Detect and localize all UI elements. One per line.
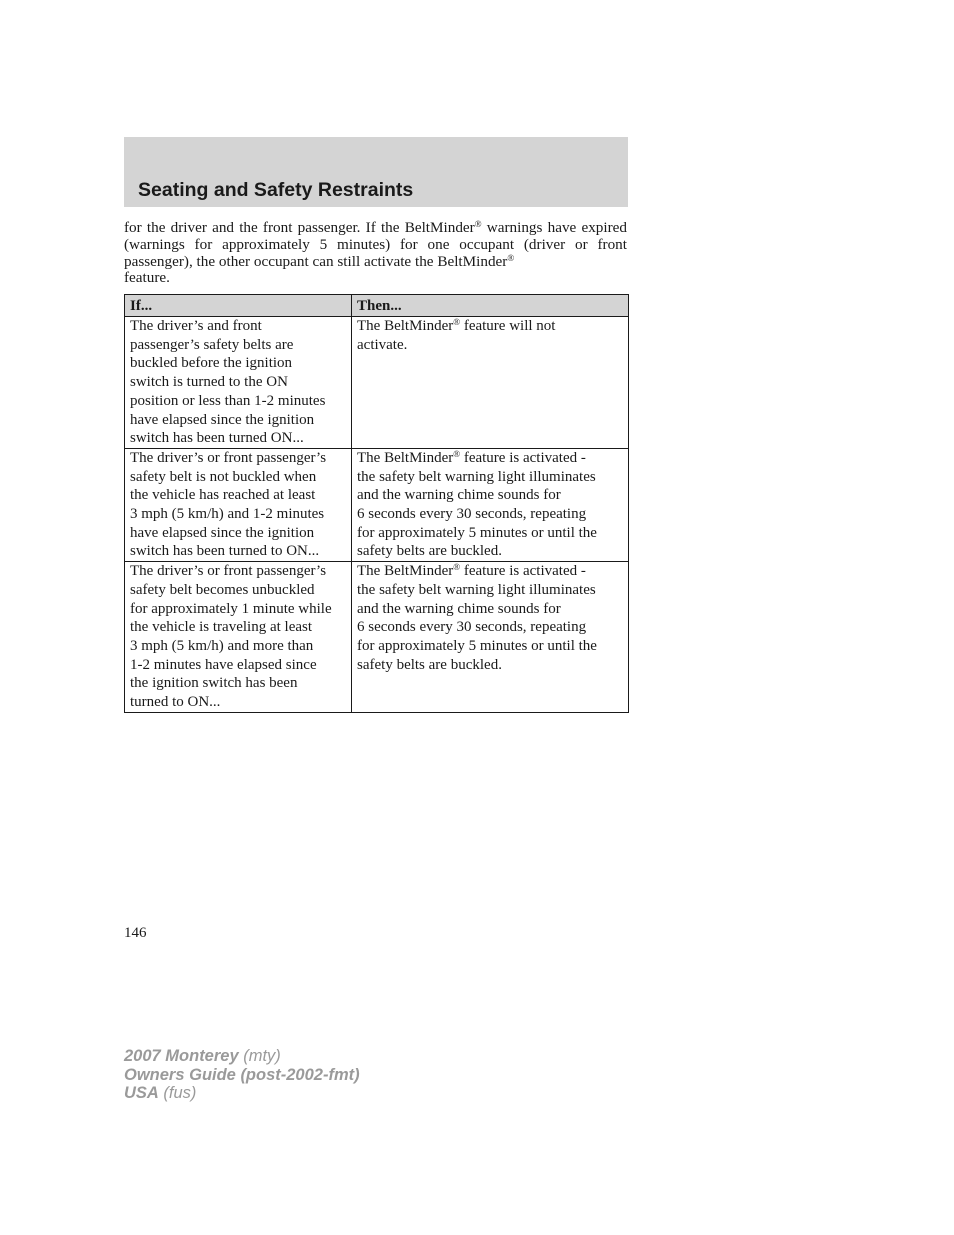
footer-market-name: USA — [124, 1084, 159, 1102]
cell-line: 1-2 minutes have elapsed since — [130, 656, 317, 673]
footer-line-model — [124, 1047, 360, 1066]
cell-line: safety belt is not buckled when — [130, 468, 317, 485]
cell-line: turned to ON... — [130, 694, 221, 711]
cell-line: the vehicle has reached at least — [130, 487, 316, 504]
footer-model-name: 2007 Monterey — [124, 1047, 239, 1065]
cell-line: activate. — [357, 336, 408, 353]
cell-line: 6 seconds every 30 seconds, repeating — [357, 619, 587, 636]
cell-line: the ignition switch has been — [130, 675, 298, 692]
condition-cell — [125, 317, 352, 449]
section-header-band — [124, 137, 628, 207]
cell-line: The driver’s and front — [130, 318, 262, 334]
cell-line: have elapsed since the ignition — [130, 524, 315, 541]
cell-line: switch has been turned ON... — [130, 430, 304, 447]
cell-line: The BeltMinder® feature is activated - — [357, 448, 586, 466]
table-row — [125, 562, 629, 713]
cell-line: The BeltMinder® feature is activated - — [357, 562, 586, 580]
column-header-then: Then... — [352, 295, 629, 317]
cell-line: passenger’s safety belts are — [130, 336, 294, 353]
footer-line-guide — [124, 1066, 360, 1085]
registered-mark: ® — [474, 219, 482, 229]
cell-line: the vehicle is traveling at least — [130, 619, 313, 636]
result-cell — [352, 317, 629, 449]
cell-line: have elapsed since the ignition — [130, 411, 315, 428]
result-cell — [352, 562, 629, 713]
cell-line: The driver’s or front passenger’s — [130, 449, 327, 466]
cell-line: and the warning chime sounds for — [357, 487, 561, 504]
cell-line: safety belts are buckled. — [357, 543, 502, 560]
condition-cell — [125, 448, 352, 561]
page-number: 146 — [124, 925, 147, 941]
condition-cell — [125, 562, 352, 713]
cell-line: and the warning chime sounds for — [357, 600, 561, 617]
table-row — [125, 317, 629, 449]
cell-line: switch has been turned to ON... — [130, 543, 320, 560]
cell-line: 6 seconds every 30 seconds, repeating — [357, 506, 587, 523]
cell-line: for approximately 5 minutes or until the — [357, 637, 597, 654]
intro-text-2: warnings have expired (warnings for approximately 5 minutes) for one occupant (driver or front passenger), the other occupant can still activate the BeltMinder — [124, 219, 628, 270]
beltminder-table — [124, 294, 629, 713]
footer-model-code: (mty) — [238, 1047, 281, 1065]
cell-line: 3 mph (5 km/h) and 1-2 minutes — [130, 506, 325, 523]
cell-line: switch is turned to the ON — [130, 374, 288, 391]
table-row — [125, 448, 629, 561]
registered-mark: ® — [507, 252, 515, 263]
intro-text-3: feature. — [124, 269, 170, 287]
registered-mark: ® — [453, 317, 461, 327]
cell-line: The BeltMinder® feature will not — [357, 317, 556, 334]
cell-line: position or less than 1-2 minutes — [130, 392, 326, 409]
column-header-if: If... — [125, 295, 352, 317]
cell-line: buckled before the ignition — [130, 355, 293, 372]
result-cell — [352, 448, 629, 561]
intro-paragraph — [124, 220, 627, 287]
intro-text-1: for the driver and the front passenger. If the BeltMinder — [124, 219, 475, 236]
document-footer — [124, 1047, 360, 1103]
footer-guide-name: Owners Guide (post-2002-fmt) — [124, 1065, 360, 1084]
table-header-row — [125, 295, 629, 317]
registered-mark: ® — [453, 448, 461, 459]
cell-line: The driver’s or front passenger’s — [130, 563, 327, 580]
cell-line: the safety belt warning light illuminates — [357, 581, 596, 598]
cell-line: safety belts are buckled. — [357, 656, 502, 673]
cell-line: safety belt becomes unbuckled — [130, 581, 315, 598]
registered-mark: ® — [453, 562, 461, 573]
cell-line: for approximately 1 minute while — [130, 600, 332, 617]
footer-market-code: (fus) — [158, 1084, 197, 1102]
footer-line-market — [124, 1084, 360, 1103]
cell-line: the safety belt warning light illuminates — [357, 468, 596, 485]
section-title: Seating and Safety Restraints — [138, 179, 414, 201]
cell-line: for approximately 5 minutes or until the — [357, 524, 597, 541]
cell-line: 3 mph (5 km/h) and more than — [130, 637, 314, 654]
